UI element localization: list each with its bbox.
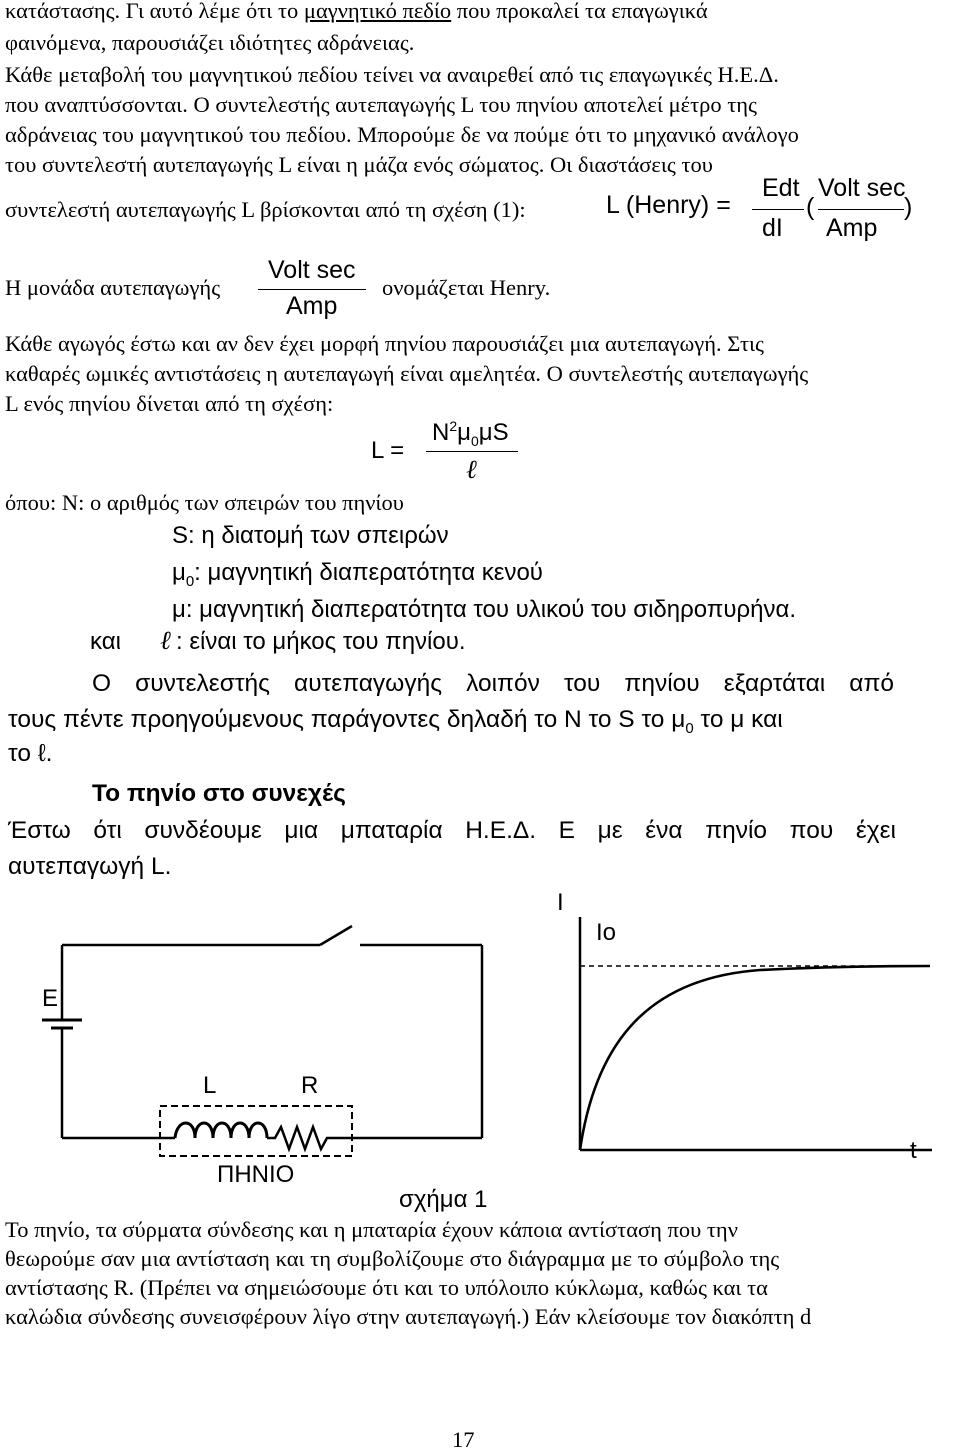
- para5-line-2: θεωρούμε σαν μια αντίσταση και τη συμβολίζουμε στο διάγραμμα με το σύμβολο της: [5, 1246, 780, 1271]
- intro-line-6: του συντελεστή αυτεπαγωγής L είναι η μάζα ενός σώματος. Οι διαστάσεις του: [5, 152, 713, 177]
- para5-line-3: αντίστασης R. (Πρέπει να σημειώσουμε ότι και το υπόλοιπο κύκλωμα, καθώς και τα: [5, 1275, 768, 1300]
- page-number: 17: [452, 1427, 475, 1452]
- formula2-lhs: L =: [371, 437, 405, 464]
- unit-suffix: ονομάζεται Henry.: [382, 275, 551, 300]
- unit-fraction-bar: [818, 209, 904, 210]
- graph-io-label: Io: [596, 919, 617, 946]
- definition-ell-symbol: ℓ: [160, 626, 171, 655]
- unit-numerator: Volt sec: [818, 174, 906, 202]
- inductor-label: L: [203, 1072, 217, 1099]
- unit-prefix: Η μονάδα αυτεπαγωγής: [5, 275, 221, 300]
- intro-line-4: που αναπτύσσονται. Ο συντελεστής αυτεπαγωγής L του πηνίου αποτελεί μέτρο της: [5, 92, 757, 117]
- formula-lhs: L (Henry) =: [606, 191, 731, 219]
- figure-1: [0, 880, 960, 1220]
- para3-line-1: Ο συντελεστής αυτεπαγωγής λοιπόν του πηνίου εξαρτάται από: [92, 670, 894, 697]
- formula-numerator-edt: Edt: [762, 174, 800, 202]
- para2-line-3: L ενός πηνίου δίνεται από τη σχέση:: [5, 391, 334, 416]
- section-heading: Το πηνίο στο συνεχές: [92, 780, 346, 807]
- formula2-fraction-bar: [426, 451, 518, 452]
- resistor-zigzag: [267, 1127, 335, 1149]
- switch-d: [320, 926, 352, 945]
- paren-open: (: [806, 193, 815, 221]
- definition-and: και: [90, 628, 121, 655]
- formula2-numerator: $N^2\mu_0\mu S$: [432, 418, 509, 449]
- unit-denominator: Amp: [826, 214, 878, 242]
- para5-line-1: Το πηνίο, τα σύρματα σύνδεσης και η μπαταρία έχουν κάποια αντίσταση που την: [5, 1217, 738, 1242]
- graph-y-label: I: [557, 889, 564, 916]
- coil-label: ΠΗΝΙΟ: [217, 1161, 295, 1188]
- paren-close: ): [904, 193, 913, 221]
- intro-line-7: συντελεστή αυτεπαγωγής L βρίσκονται από τη σχέση (1):: [5, 197, 526, 222]
- fraction-bar: [752, 209, 804, 210]
- intro-line-2: φαινόμενα, παρουσιάζει ιδιότητες αδράνειας.: [5, 30, 415, 55]
- para4-line-2: αυτεπαγωγή L.: [8, 853, 172, 880]
- definition-ell: : είναι το μήκος του πηνίου.: [176, 628, 466, 655]
- para4-line-1: Έστω ότι συνδέουμε μια μπαταρία Η.Ε.Δ. Ε με ένα πηνίο που έχει: [8, 817, 896, 844]
- battery-label: E: [42, 985, 59, 1012]
- unit-volt-sec: Volt sec: [268, 256, 356, 284]
- inductor-coil: [175, 1123, 267, 1138]
- figure-caption: σχήμα 1: [399, 1186, 488, 1213]
- definition-mu0: $\mu_0$: μαγνητική διαπερατότητα κενού: [172, 559, 543, 590]
- para3-line-3: το ℓ.: [8, 740, 53, 767]
- resistor-label: R: [301, 1072, 319, 1099]
- definition-s: S: η διατομή των σπειρών: [172, 522, 449, 549]
- para5-line-4: καλώδια σύνδεσης συνεισφέρουν λίγο στην αυτεπαγωγή.) Εάν κλείσουμε τον διακόπτη d: [5, 1304, 812, 1329]
- intro-line-1: κατάστασης. Γι αυτό λέμε ότι το μαγνητικό πεδίο που προκαλεί τα επαγωγικά: [5, 0, 708, 23]
- para3-line-2: τους πέντε προηγούμενους παράγοντες δηλαδή το Ν το S το $\mu_0$ το μ και: [8, 706, 783, 737]
- rl-circuit-diagram: [42, 926, 482, 1156]
- para2-line-1: Κάθε αγωγός έστω και αν δεν έχει μορφή πηνίου παρουσιάζει μια αυτεπαγωγή. Στις: [5, 331, 764, 356]
- unit-amp: Amp: [286, 292, 338, 320]
- magnetic-field-term: μαγνητικό πεδίο: [303, 0, 452, 23]
- coil-enclosure: [160, 1106, 352, 1156]
- intro-line-5: αδράνειας του μαγνητικού του πεδίου. Μπορούμε δε να πούμε ότι το μηχανικό ανάλογο: [5, 122, 799, 147]
- intro-line-3: Κάθε μεταβολή του μαγνητικού πεδίου τείνει να αναιρεθεί από τις επαγωγικές Η.Ε.Δ.: [5, 62, 779, 87]
- graph-x-label: t: [910, 1137, 917, 1164]
- formula-denominator-di: dI: [762, 214, 783, 242]
- unit-line-fraction-bar: [258, 289, 366, 290]
- current-time-graph: [580, 917, 932, 1150]
- current-growth-curve: [580, 966, 930, 1150]
- definition-n: όπου: Ν: ο αριθμός των σπειρών του πηνίου: [5, 490, 404, 515]
- para2-line-2: καθαρές ωμικές αντιστάσεις η αυτεπαγωγή είναι αμελητέα. Ο συντελεστής αυτεπαγωγής: [5, 361, 809, 386]
- formula2-denominator: ℓ: [466, 455, 477, 484]
- definition-mu: μ: μαγνητική διαπερατότητα του υλικού του σιδηροπυρήνα.: [172, 596, 796, 623]
